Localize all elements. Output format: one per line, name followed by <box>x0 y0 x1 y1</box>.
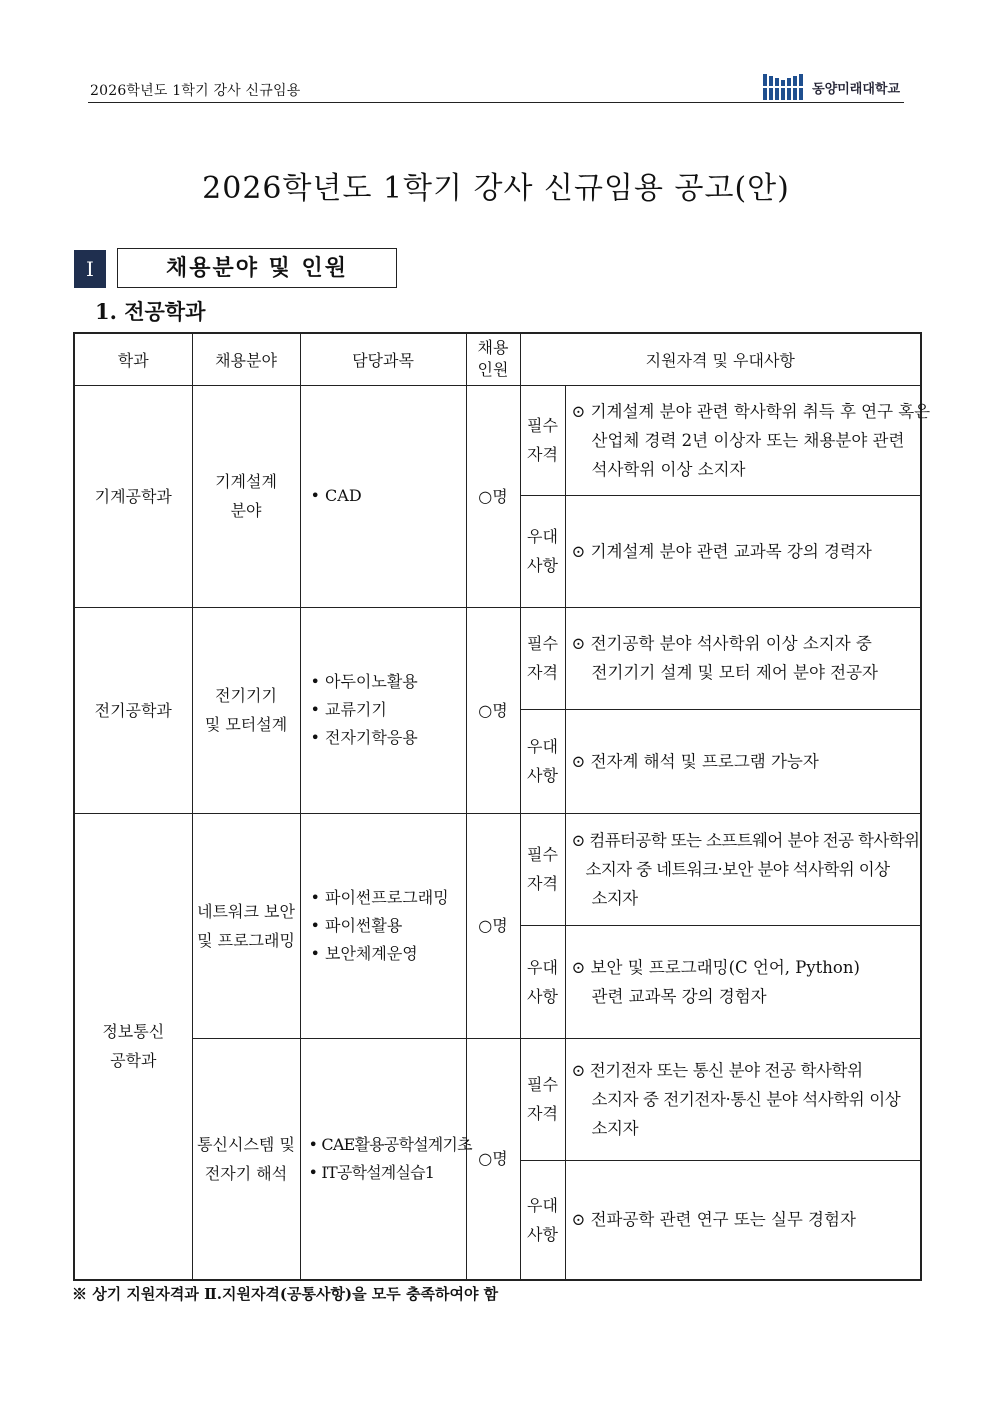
subjects-cell <box>300 813 466 1038</box>
label-line: 우대 <box>527 737 558 756</box>
label-line: 사항 <box>527 1224 558 1244</box>
preference-text <box>565 1160 921 1280</box>
subjects-cell <box>300 1038 472 1280</box>
subject-item: • 파이썬프로그래밍 <box>310 887 449 907</box>
subject-item: • CAE활용공학설계기초 <box>308 1134 472 1154</box>
label-line: 우대 <box>527 527 558 546</box>
document-title: 2026학년도 1학기 강사 신규임용 공고(안) <box>202 171 790 206</box>
field-line: 전기기기 <box>215 686 277 705</box>
subject-item: • CAD <box>310 486 362 505</box>
subjects-cell <box>300 607 466 813</box>
preference-line: ⊙ 전파공학 관련 연구 또는 실무 경험자 <box>571 1210 856 1230</box>
field-cell <box>192 813 300 1038</box>
field-line <box>193 926 300 955</box>
label-line: 자격 <box>527 1104 558 1123</box>
field-line: 기계설계 <box>215 472 277 491</box>
field-line: 전자기 해석 <box>204 1163 288 1183</box>
subject-item: • 파이썬활용 <box>310 915 403 935</box>
label-line: 필수 <box>527 1075 558 1094</box>
department-cell: 전기공학과 <box>74 607 192 813</box>
header-subjects: 담당과목 <box>300 333 466 385</box>
preference-text <box>565 925 921 1038</box>
field-line: 통신시스템 및 <box>197 1134 295 1154</box>
preference-label <box>520 1160 565 1280</box>
field-cell <box>192 385 300 607</box>
department-line: 정보통신 <box>102 1022 165 1042</box>
requirement-label <box>520 1038 565 1160</box>
label-line: 사항 <box>527 556 558 575</box>
subject-item: • 교류기기 <box>310 700 387 719</box>
requirement-line: 전기기기 설계 및 모터 제어 분야 전공자 <box>591 663 878 682</box>
preference-line: ⊙ 보안 및 프로그래밍(C 언어, Python) <box>571 957 860 977</box>
table-row <box>74 813 921 925</box>
requirement-line: 소지자 <box>591 1118 639 1138</box>
label-line: 사항 <box>527 986 558 1006</box>
table-header-row <box>74 333 921 385</box>
department-cell <box>74 813 192 1280</box>
subsection-title: 1. 전공학과 <box>95 299 206 324</box>
field-cell <box>192 607 300 813</box>
requirement-line: 산업체 경력 2년 이상자 또는 채용분야 관련 <box>591 430 905 450</box>
preference-text <box>565 495 921 607</box>
headcount-cell: ○명 <box>466 1038 520 1280</box>
department-line: 공학과 <box>110 1051 157 1071</box>
requirement-line: ⊙ 전기공학 분야 석사학위 이상 소지자 중 <box>571 634 872 653</box>
requirement-label <box>520 607 565 709</box>
logo-text: 동양미래대학교 <box>812 81 900 97</box>
subject-item: • IT공학설계실습1 <box>308 1162 435 1182</box>
header-headcount <box>466 333 520 385</box>
subject-item: • 보안체계운영 <box>310 943 418 963</box>
preference-label <box>520 925 565 1038</box>
header-department: 학과 <box>74 333 192 385</box>
headcount-cell: ○명 <box>466 607 520 813</box>
footnote: ※ 상기 지원자격과 Ⅱ.지원자격(공통사항)을 모두 충족하여야 함 <box>72 1285 499 1303</box>
header-qualifications: 지원자격 및 우대사항 <box>520 333 921 385</box>
preference-line: ⊙ 전자계 해석 및 프로그램 가능자 <box>571 751 819 771</box>
label-line: 필수 <box>527 416 558 435</box>
field-line: 분야 <box>230 501 262 520</box>
preference-line: ⊙ 기계설계 분야 관련 교과목 강의 경력자 <box>571 541 872 561</box>
header-title: 2026학년도 1학기 강사 신규임용 <box>90 83 301 99</box>
requirement-line: 소지자 중 전기전자·통신 분야 석사학위 이상 <box>591 1089 901 1109</box>
requirement-line: ⊙ 전기전자 또는 통신 분야 전공 학사학위 <box>571 1060 863 1080</box>
section-title: 채용분야 및 인원 <box>117 248 397 288</box>
preference-label <box>520 709 565 813</box>
header-field: 채용분야 <box>192 333 300 385</box>
requirement-label <box>520 813 565 925</box>
requirement-text <box>565 1038 921 1160</box>
requirement-text <box>565 813 921 925</box>
label-line: 필수 <box>527 845 558 864</box>
requirement-line: 소지자 중 네트워크·보안 분야 석사학위 이상 <box>585 859 890 879</box>
label-line: 자격 <box>527 663 558 682</box>
recruitment-table <box>73 332 931 1281</box>
header-headcount-line1: 채용 <box>477 338 509 358</box>
subject-item: • 아두이노활용 <box>310 672 418 691</box>
field-line: 네트워크 보안 <box>197 901 295 921</box>
label-line: 우대 <box>527 1195 558 1215</box>
preference-label <box>520 495 565 607</box>
table-row <box>74 385 921 495</box>
requirement-text <box>565 385 931 495</box>
headcount-cell: ○명 <box>466 385 520 607</box>
field-line: 및 모터설계 <box>204 715 288 734</box>
requirement-label <box>520 385 565 495</box>
requirement-line: ⊙ 컴퓨터공학 또는 소프트웨어 분야 전공 학사학위 <box>571 830 920 850</box>
requirement-text <box>565 607 921 709</box>
label-line: 자격 <box>527 874 558 893</box>
preference-text <box>565 709 921 813</box>
page-header <box>88 72 904 103</box>
preference-line: 관련 교과목 강의 경험자 <box>591 986 767 1006</box>
label-line: 필수 <box>527 634 558 653</box>
label-line: 사항 <box>527 766 558 785</box>
header-headcount-line2: 인원 <box>477 360 509 380</box>
field-cell <box>192 1038 300 1280</box>
department-cell: 기계공학과 <box>74 385 192 607</box>
field-line-text: 및 프로그래밍 <box>197 930 295 950</box>
subjects-cell <box>300 385 466 607</box>
label-line: 우대 <box>527 957 558 977</box>
requirement-line: 석사학위 이상 소지자 <box>591 459 746 479</box>
requirement-line: ⊙ 기계설계 분야 관련 학사학위 취득 후 연구 혹은 <box>571 401 931 421</box>
headcount-cell: ○명 <box>466 813 520 1038</box>
university-logo <box>762 74 900 100</box>
section-number: I <box>74 250 106 288</box>
requirement-line: 소지자 <box>591 888 638 908</box>
subject-item: • 전자기학응용 <box>310 728 418 747</box>
label-line: 자격 <box>527 445 558 464</box>
logo-emblem-icon <box>762 74 806 100</box>
table-row <box>74 607 921 709</box>
table-row <box>74 1038 921 1160</box>
